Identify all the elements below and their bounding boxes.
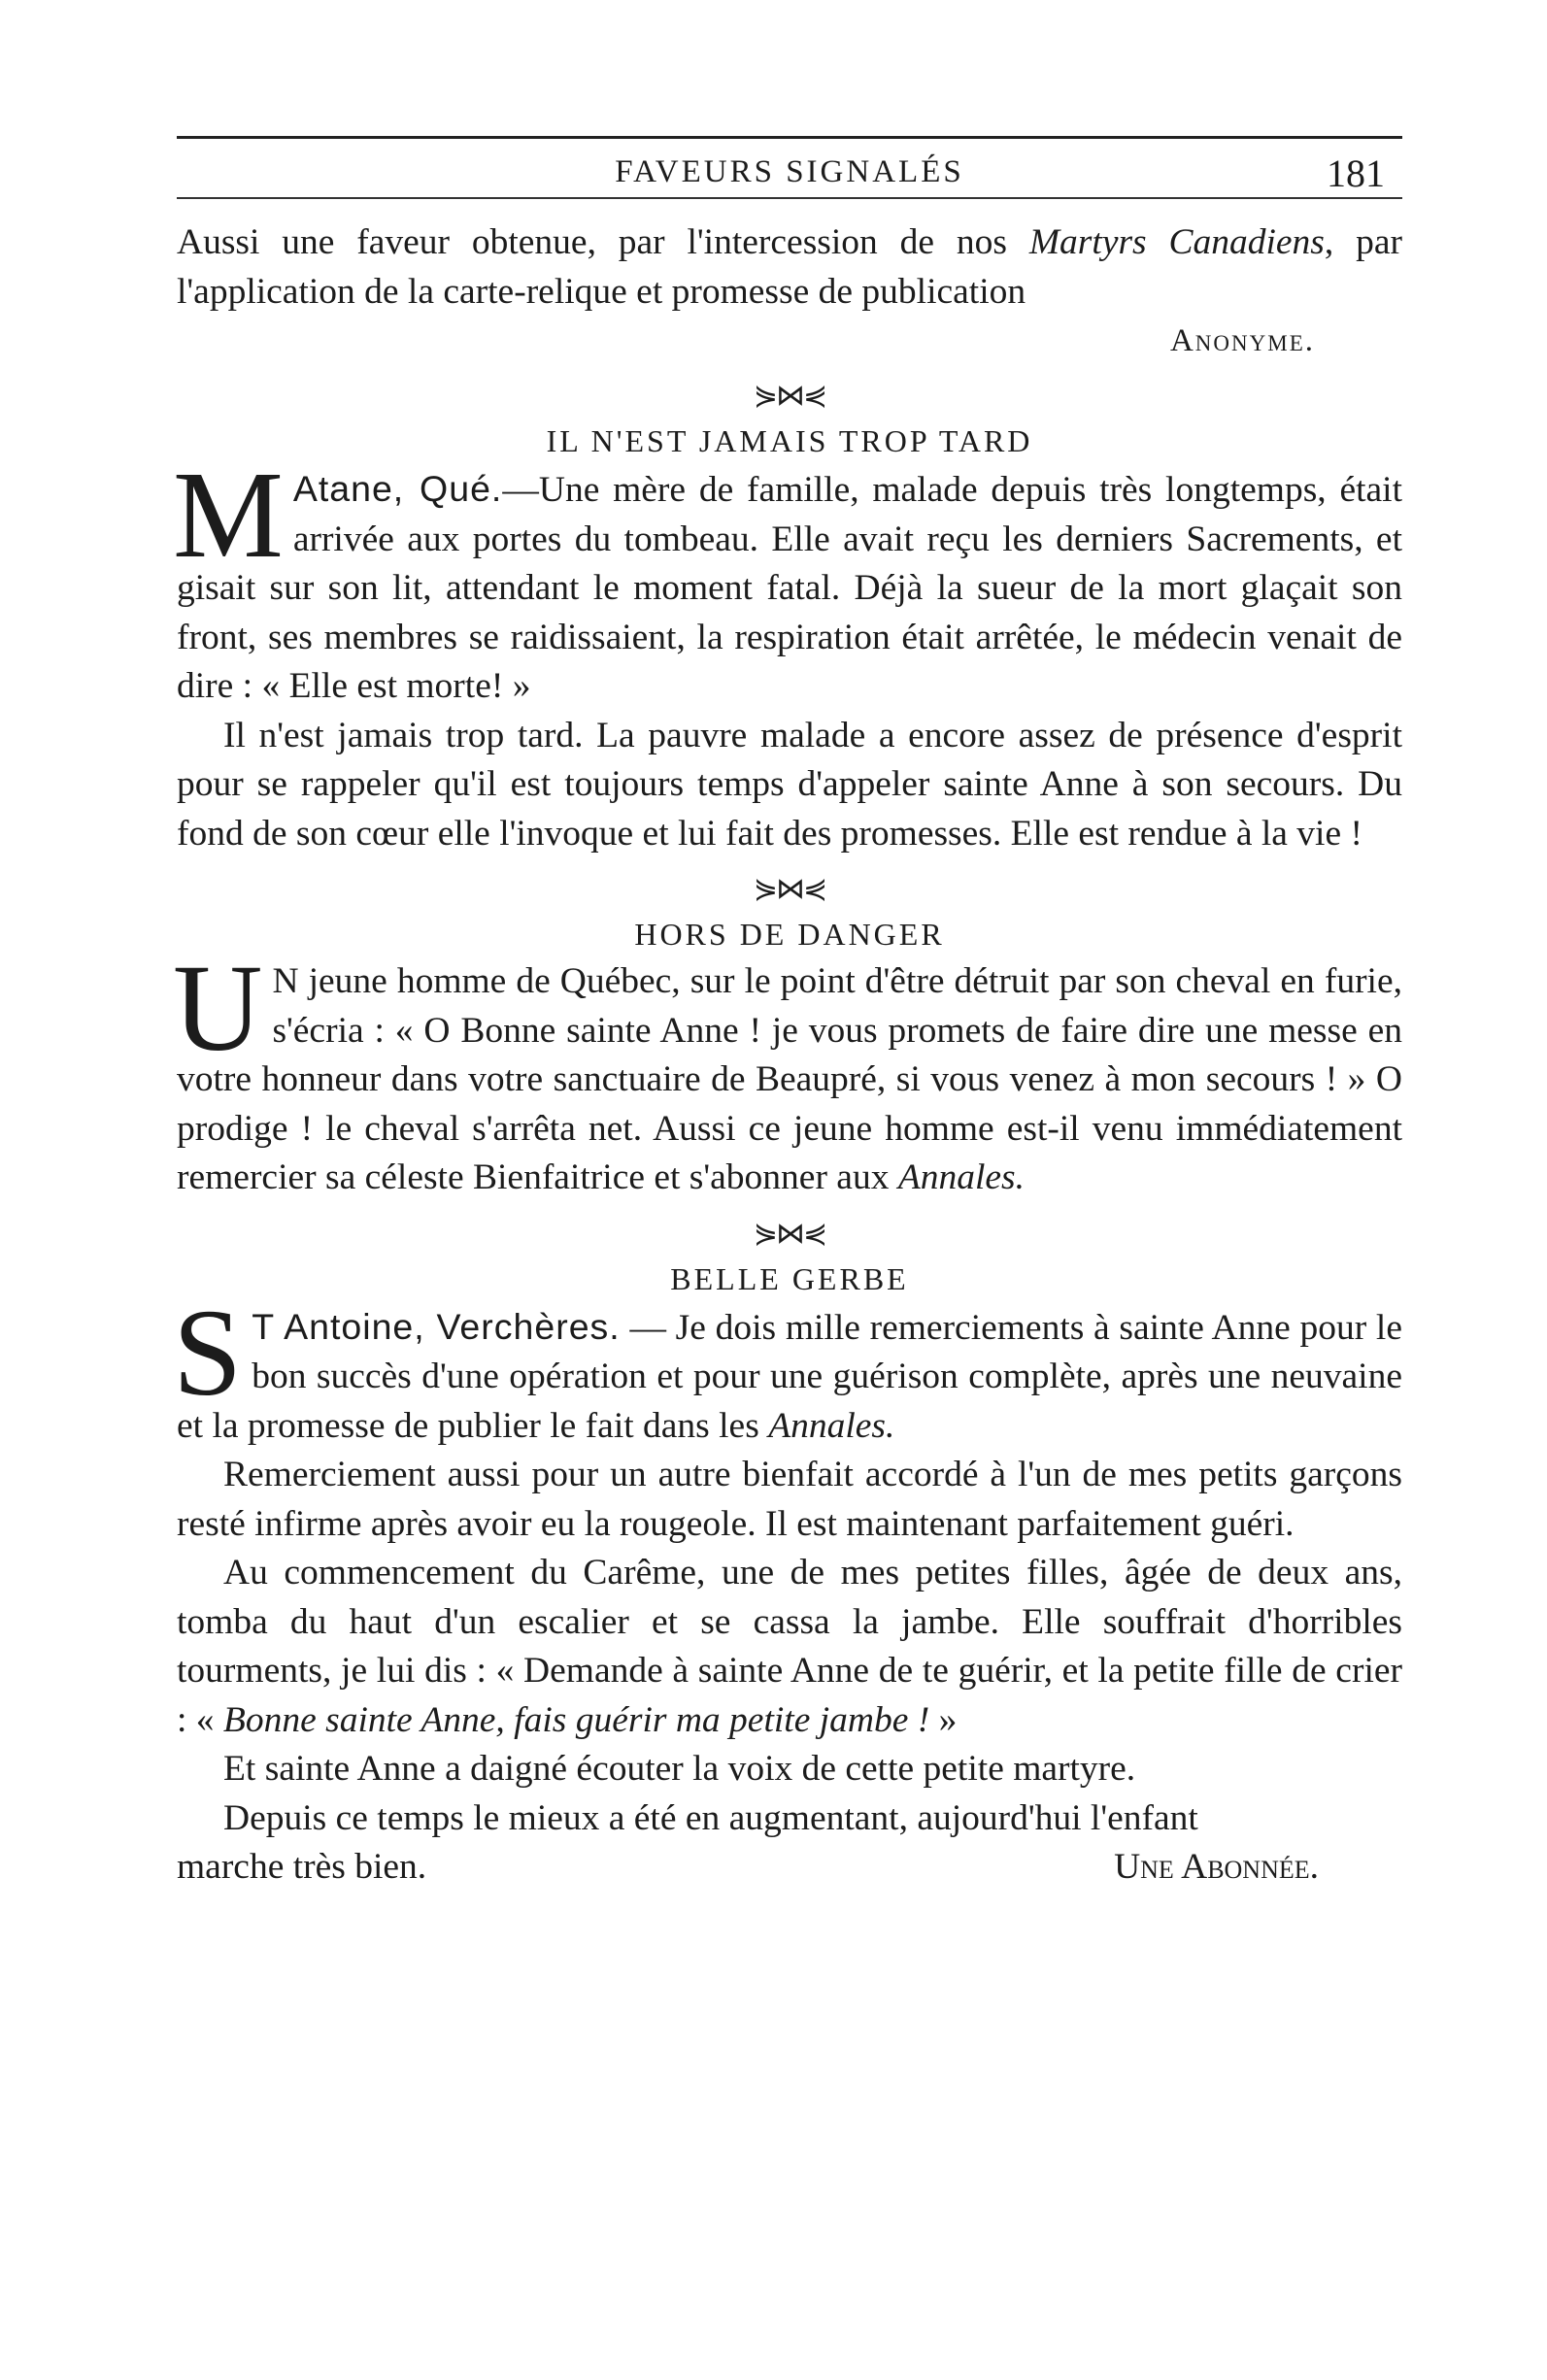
section-3-paragraph-5: Depuis ce temps le mieux a été en augmentant, aujourd'hui l'enfant <box>223 1797 1198 1838</box>
dropcap-u: U <box>173 939 263 1077</box>
section-3-lead: T Antoine, Verchères. <box>252 1305 621 1347</box>
dropcap-m: M <box>173 446 284 584</box>
section-2-lead: N <box>272 961 299 1001</box>
intro-signature: Anonyme. <box>1169 323 1315 358</box>
ornament-2: ⋟⋈⋞ <box>753 873 826 905</box>
section-1-lead: Atane, Qué. <box>292 468 503 509</box>
intro-paragraph: Aussi une faveur obtenue, par l'intercession de nos Martyrs Canadiens, par l'application de la carte-relique et promesse de publication <box>177 222 1403 312</box>
section-1-paragraph-2: Il n'est jamais trop tard. La pauvre malade a encore assez de présence d'esprit pour se rappeler qu'il est toujours temps d'appeler sainte Anne à son secours. Du fond de son cœur elle l'invoque et lui fait des promesses. Elle est rendue à la vie ! <box>177 715 1402 854</box>
page <box>173 136 1403 1893</box>
section-3-paragraph-6: marche très bien. <box>177 1847 427 1887</box>
dropcap-s: S <box>173 1283 243 1422</box>
section-3-paragraph-4: Et sainte Anne a daigné écouter la voix de cette petite martyre. <box>223 1749 1136 1789</box>
section-title-2: HORS DE DANGER <box>634 917 945 952</box>
running-title: FAVEURS SIGNALÉS <box>615 154 964 189</box>
section-3-paragraph-2: Remerciement aussi pour un autre bienfait accordé à l'un de mes petits garçons resté infirme après avoir eu la rougeole. Il est maintenant parfaitement guéri. <box>177 1455 1402 1544</box>
ornament-3: ⋟⋈⋞ <box>753 1217 826 1250</box>
page-number: 181 <box>1327 151 1385 195</box>
ornament-1: ⋟⋈⋞ <box>753 380 826 412</box>
section-1-paragraph-1: M Atane, Qué.—Une mère de famille, malade depuis très longtemps, était arrivée aux portes du tombeau. Elle avait reçu les derniers Sacrements, et gisait sur son lit, attendant le moment fatal. Déjà la sueur de la mort glaçait son front, ses membres se raidissaient, la respiration était arrêtée, le médecin venait de dire : « Elle est morte! » <box>173 446 1402 706</box>
page-header <box>177 139 1402 197</box>
section-3-paragraph-1: S T Antoine, Verchères. — Je dois mille remerciements à sainte Anne pour le bon succès d'une opération et pour une guérison complète, après une neuvaine et la promesse de publier le fait dans les Annales. <box>173 1283 1402 1446</box>
section-3-signature: Une Abonnée. <box>1114 1847 1319 1887</box>
section-title-3: BELLE GERBE <box>670 1260 909 1296</box>
section-3-paragraph-3: Au commencement du Carême, une de mes petites filles, âgée de deux ans, tomba du haut d'un escalier et se cassa la jambe. Elle souffrait d'horribles tourments, je lui dis : « Demande à sainte Anne de te guérir, et la petite fille de crier : « Bonne sainte Anne, fais guérir ma petite jambe ! » <box>177 1553 1402 1740</box>
section-title-1: IL N'EST JAMAIS TROP TARD <box>546 423 1033 458</box>
section-3-final-line <box>177 1843 1402 1893</box>
section-2-paragraph-1: U N jeune homme de Québec, sur le point d'être détruit par son cheval en furie, s'écria : « O Bonne sainte Anne ! je vous promets de faire dire une messe en votre honneur dans votre sanctuaire de Beaupré, si vous venez à mon secours ! » O prodige ! le cheval s'arrêta net. Aussi ce jeune homme est-il venu immédiatement remercier sa céleste Bienfaitrice et s'abonner aux Annales. <box>173 939 1402 1197</box>
